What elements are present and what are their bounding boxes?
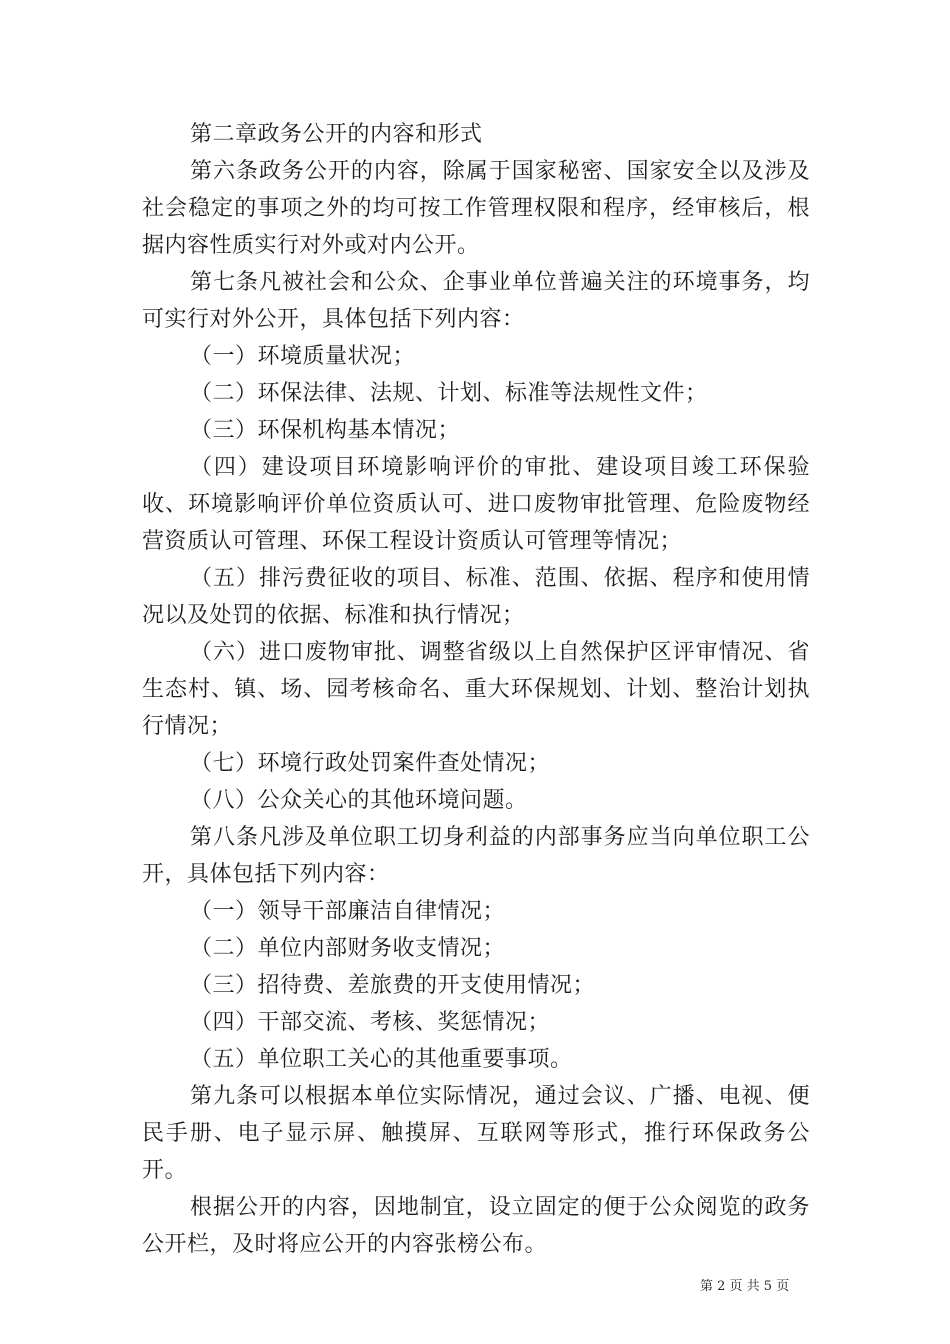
article-8-item-4: （四）干部交流、考核、奖惩情况； [190,1010,551,1035]
article-7-item-2: （二）环保法律、法规、计划、标准等法规性文件； [190,381,708,406]
article-9: 第九条可以根据本单位实际情况，通过会议、广播、电视、便民手册、电子显示屏、触摸屏、互联网等形式，推行环保政务公开。 [142,1084,810,1183]
document-body [142,116,810,1263]
article-7-item-7: （七）环境行政处罚案件查处情况； [190,751,551,776]
chapter-heading: 第二章政务公开的内容和形式 [190,122,483,147]
article-8: 第八条凡涉及单位职工切身利益的内部事务应当向单位职工公开，具体包括下列内容： [142,825,810,887]
article-8-item-1: （一）领导干部廉洁自律情况； [190,899,506,924]
article-6: 第六条政务公开的内容，除属于国家秘密、国家安全以及涉及社会稳定的事项之外的均可按工作管理权限和程序，经审核后，根据内容性质实行对外或对内公开。 [142,159,810,258]
article-7-item-4: （四）建设项目环境影响评价的审批、建设项目竣工环保验收、环境影响评价单位资质认可、进口废物审批管理、危险废物经营资质认可管理、环保工程设计资质认可管理等情况； [142,455,810,554]
article-9-continuation: 根据公开的内容，因地制宜，设立固定的便于公众阅览的政务公开栏，及时将应公开的内容张榜公布。 [142,1195,810,1257]
article-7: 第七条凡被社会和公众、企事业单位普遍关注的环境事务，均可实行对外公开，具体包括下列内容： [142,270,810,332]
article-7-item-5: （五）排污费征收的项目、标准、范围、依据、程序和使用情况以及处罚的依据、标准和执行情况； [142,566,810,628]
article-8-item-2: （二）单位内部财务收支情况； [190,936,506,961]
article-8-item-3: （三）招待费、差旅费的开支使用情况； [190,973,596,998]
article-7-item-1: （一）环境质量状况； [190,344,416,369]
article-7-item-8: （八）公众关心的其他环境问题。 [190,788,528,813]
article-7-item-3: （三）环保机构基本情况； [190,418,461,443]
article-7-item-6: （六）进口废物审批、调整省级以上自然保护区评审情况、省生态村、镇、场、园考核命名、重大环保规划、计划、整治计划执行情况； [142,640,810,739]
page-number-footer: 第 2 页 共 5 页 [700,1279,790,1294]
article-8-item-5: （五）单位职工关心的其他重要事项。 [190,1047,573,1072]
